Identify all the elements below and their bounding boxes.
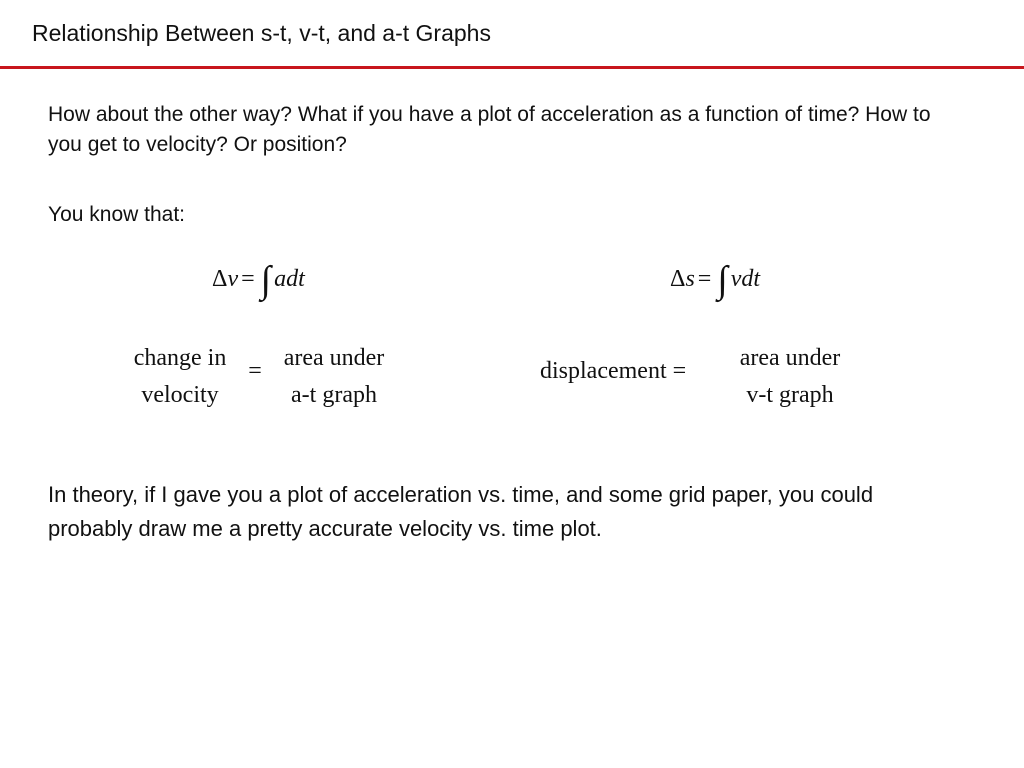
- word-line: area under: [739, 345, 841, 371]
- displacement-label: displacement =: [540, 358, 687, 384]
- integral-symbol: ∫: [717, 259, 728, 301]
- word-line: area under: [283, 345, 385, 371]
- area-under-vt-graph-label: [720, 340, 860, 414]
- velocity-integral-equation: [212, 258, 305, 302]
- title-divider: [0, 66, 1024, 69]
- word-line: v-t graph: [746, 382, 834, 408]
- integrand: adt: [274, 266, 305, 292]
- integral-symbol: ∫: [260, 259, 272, 301]
- word-line: velocity: [141, 382, 219, 408]
- position-integral-equation: [670, 258, 760, 302]
- intro-paragraph: How about the other way? What if you have a plot of acceleration as a function of time? How to you get to velocity? Or position?: [48, 103, 931, 156]
- area-under-at-graph-label: [264, 340, 404, 414]
- slide-title: Relationship Between s-t, v-t, and a-t Graphs: [32, 20, 491, 46]
- word-line: change in: [133, 345, 227, 371]
- equals-sign: =: [241, 266, 255, 292]
- theory-paragraph: In theory, if I gave you a plot of acceleration vs. time, and some grid paper, you could probably draw me a pretty accurate velocity vs. time plot.: [48, 482, 874, 541]
- equals-sign: =: [697, 266, 712, 292]
- delta-symbol: Δ: [670, 266, 686, 292]
- position-variable: s: [685, 266, 695, 292]
- velocity-variable: v: [227, 266, 239, 292]
- delta-symbol: Δ: [212, 266, 228, 292]
- change-in-velocity-label: [110, 340, 250, 414]
- integrand: vdt: [730, 266, 761, 292]
- word-line: a-t graph: [291, 382, 377, 408]
- word-equals-sign: =: [248, 358, 262, 384]
- you-know-text: You know that:: [48, 203, 185, 226]
